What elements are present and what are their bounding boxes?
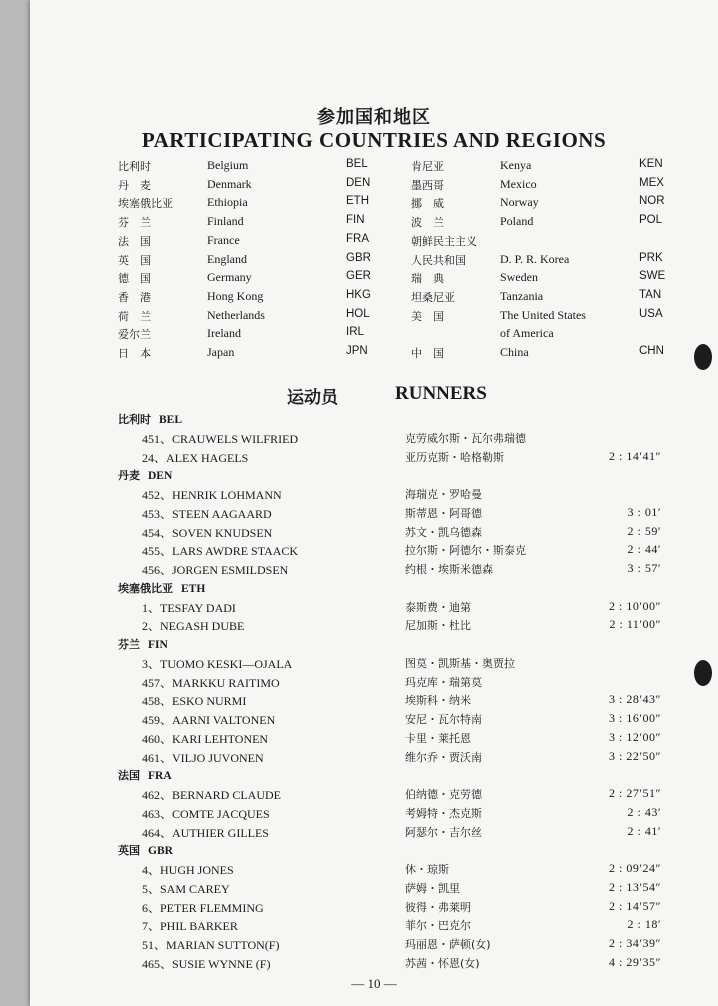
- runner-time: 2 : 13′54″: [609, 879, 661, 894]
- runner-name-chinese: 泰斯费・迪第: [405, 600, 471, 614]
- country-right-en: The United States: [500, 307, 586, 322]
- runner-name-chinese: 安尼・瓦尔特南: [405, 713, 482, 726]
- runner-row: [30, 805, 718, 823]
- country-left-en: Hong Kong: [207, 288, 264, 303]
- runner-name-chinese: 萨姆・凯里: [405, 881, 460, 895]
- runner-row: [30, 936, 718, 954]
- country-left-en: Ireland: [207, 326, 241, 341]
- country-row: [30, 289, 718, 307]
- runner-row: [30, 917, 718, 935]
- country-group-header: [118, 467, 172, 483]
- country-right-en: Tanzania: [500, 288, 544, 303]
- runner-name-chinese: 阿瑟尔・吉尔丝: [405, 825, 482, 839]
- country-right-en: China: [500, 345, 529, 359]
- country-row: [30, 252, 718, 270]
- country-left-code: FIN: [346, 214, 365, 227]
- country-left-code: HKG: [346, 288, 371, 301]
- country-left-en: Germany: [207, 270, 252, 285]
- runner-row: [30, 505, 718, 523]
- runner-time: 2 : 11′00″: [609, 617, 661, 632]
- country-left-code: JPN: [346, 345, 368, 357]
- runner-name-chinese: 埃斯科・纳米: [405, 694, 471, 708]
- country-right-en: Mexico: [500, 176, 537, 191]
- country-right-zh: 中 国: [411, 347, 444, 360]
- country-left-code: FRA: [346, 232, 369, 245]
- runner-time: 2 : 34′39″: [609, 936, 661, 950]
- country-right-code: PRK: [639, 251, 663, 264]
- runner-name: 462、BERNARD CLAUDE: [142, 788, 282, 802]
- country-left-code: DEN: [346, 176, 371, 189]
- page-number: — 10 —: [351, 976, 397, 991]
- runner-row: [30, 561, 718, 579]
- runner-name: 5、SAM CAREY: [142, 881, 230, 896]
- country-left-zh: 丹 麦: [118, 178, 151, 192]
- country-left-code: HOL: [346, 307, 370, 320]
- runner-row: [30, 449, 718, 467]
- country-left-en: Netherlands: [207, 307, 265, 322]
- runner-name: 2、NEGASH DUBE: [142, 619, 245, 634]
- country-right-zh: 墨西哥: [411, 178, 444, 192]
- country-right-code: USA: [639, 307, 663, 320]
- country-row: [30, 270, 718, 288]
- runners-heading-chinese: 运动员: [287, 388, 338, 408]
- country-left-en: Japan: [207, 345, 235, 359]
- country-right-en: Kenya: [500, 158, 532, 172]
- country-left-zh: 英 国: [118, 253, 151, 267]
- runner-time: 3 : 16′00″: [609, 711, 661, 725]
- runner-row: [30, 674, 718, 692]
- country-row: [30, 195, 718, 213]
- country-right-code: POL: [639, 214, 663, 227]
- runners-heading-english: RUNNERS: [395, 383, 487, 404]
- runner-time: 2 : 44′: [627, 542, 661, 557]
- runner-time: 3 : 12′00″: [609, 729, 661, 744]
- country-left-en: Ethiopia: [207, 195, 248, 210]
- runner-name-chinese: 菲尔・巴克尔: [405, 919, 471, 933]
- page-title-chinese: 参加国和地区: [317, 107, 431, 128]
- country-right-en: of America: [500, 326, 554, 341]
- country-left-code: GER: [346, 270, 371, 283]
- group-name-chinese: 英国: [118, 844, 140, 858]
- runner-time: 2 : 43′: [627, 804, 661, 819]
- country-left-en: Finland: [207, 214, 244, 229]
- punch-hole: [694, 660, 712, 686]
- runner-name-chinese: 斯蒂恩・阿哥德: [405, 506, 482, 520]
- group-code: DEN: [148, 470, 173, 483]
- country-left-code: IRL: [346, 326, 364, 339]
- country-right-code: KEN: [639, 158, 663, 170]
- country-right-code: CHN: [639, 345, 664, 357]
- runner-name: 456、JORGEN ESMILDSEN: [142, 563, 289, 577]
- country-right-zh: 瑞 典: [411, 272, 444, 286]
- runner-row: [30, 899, 718, 917]
- runner-name: 6、PETER FLEMMING: [142, 900, 264, 915]
- runner-row: [30, 692, 718, 710]
- runner-name-chinese: 考姆特・杰克斯: [405, 806, 482, 820]
- runner-name-chinese: 休・琼斯: [405, 863, 449, 876]
- runner-time: 2 : 41′: [627, 823, 661, 838]
- runner-name-chinese: 伯纳德・克劳德: [405, 788, 482, 801]
- country-right-zh: 波 兰: [411, 216, 444, 230]
- country-left-zh: 爱尔兰: [118, 328, 151, 342]
- runner-name: 458、ESKO NURMI: [142, 694, 247, 709]
- country-group-header: [118, 842, 173, 858]
- punch-hole: [694, 344, 712, 370]
- runner-name-chinese: 苏文・凯乌德森: [405, 525, 482, 539]
- group-name-chinese: 比利时: [118, 413, 151, 426]
- runner-name-chinese: 玛丽恩・萨顿(女): [405, 938, 491, 951]
- page-title-english: PARTICIPATING COUNTRIES AND REGIONS: [141, 128, 607, 152]
- group-name-chinese: 芬兰: [118, 638, 140, 651]
- document-page: [30, 0, 718, 1006]
- country-left-en: England: [207, 251, 247, 266]
- country-right-code: MEX: [639, 176, 664, 189]
- country-left-zh: 芬 兰: [118, 216, 151, 230]
- runner-row: [30, 430, 718, 448]
- runner-time: 2 : 10′00″: [609, 598, 661, 613]
- group-code: GBR: [148, 845, 173, 858]
- runner-name: 464、AUTHIER GILLES: [142, 825, 269, 840]
- runner-name: 51、MARIAN SUTTON(F): [142, 938, 280, 952]
- country-left-zh: 香 港: [118, 290, 151, 304]
- country-group-header: [118, 636, 168, 652]
- runner-time: 2 : 27′51″: [609, 786, 661, 800]
- runner-name: 455、LARS AWDRE STAACK: [142, 544, 299, 559]
- runner-time: 3 : 57′: [627, 561, 661, 575]
- runner-name-chinese: 玛克库・瑞第莫: [405, 675, 482, 689]
- country-row: [30, 308, 718, 326]
- runner-name: 452、HENRIK LOHMANN: [142, 488, 282, 502]
- runner-name-chinese: 图莫・凯斯基・奥贾拉: [405, 656, 515, 670]
- runner-row: [30, 599, 718, 617]
- runner-time: 3 : 01′: [627, 504, 661, 519]
- runner-row: [30, 711, 718, 729]
- country-right-en: D. P. R. Korea: [500, 251, 570, 266]
- country-left-zh: 日 本: [118, 347, 151, 360]
- runner-name: 457、MARKKU RAITIMO: [142, 675, 280, 690]
- runner-row: [30, 655, 718, 673]
- runner-name: 460、KARI LEHTONEN: [142, 731, 269, 746]
- runner-name-chinese: 拉尔斯・阿德尔・斯泰克: [405, 544, 526, 558]
- runner-time: 2 : 14′41″: [609, 448, 661, 463]
- country-row: [30, 326, 718, 344]
- runner-time: 2 : 18′: [627, 917, 661, 932]
- country-left-zh: 德 国: [118, 272, 151, 286]
- runner-name: 465、SUSIE WYNNE (F): [142, 956, 271, 971]
- country-right-en: Norway: [500, 195, 539, 210]
- runner-name: 459、AARNI VALTONEN: [142, 713, 276, 727]
- runner-row: [30, 880, 718, 898]
- runner-time: 3 : 22′50″: [609, 748, 661, 763]
- group-name-chinese: 法国: [118, 769, 140, 783]
- runner-name-chinese: 约根・埃斯米德森: [405, 563, 493, 576]
- group-name-chinese: 丹麦: [118, 469, 140, 483]
- runner-name: 3、TUOMO KESKI—OJALA: [142, 656, 293, 671]
- country-left-en: Belgium: [207, 158, 249, 172]
- runner-name: 7、PHIL BARKER: [142, 919, 238, 934]
- group-code: FIN: [148, 639, 168, 651]
- country-right-zh: 坦桑尼亚: [411, 290, 455, 304]
- runner-row: [30, 730, 718, 748]
- country-group-header: [118, 580, 205, 596]
- country-right-zh: 人民共和国: [411, 253, 466, 267]
- country-left-en: France: [207, 232, 240, 247]
- country-right-zh: 肯尼亚: [411, 160, 444, 173]
- runner-row: [30, 486, 718, 504]
- runner-name: 461、VILJO JUVONEN: [142, 750, 264, 765]
- group-name-chinese: 埃塞俄比亚: [118, 581, 173, 595]
- country-left-zh: 埃塞俄比亚: [118, 197, 173, 211]
- country-right-code: NOR: [639, 195, 665, 208]
- country-right-code: TAN: [639, 288, 662, 301]
- country-left-zh: 荷 兰: [118, 309, 151, 323]
- group-code: ETH: [181, 582, 206, 595]
- country-row: [30, 177, 718, 195]
- runner-row: [30, 524, 718, 542]
- country-left-zh: 比利时: [118, 160, 151, 173]
- runner-name: 453、STEEN AAGAARD: [142, 506, 272, 521]
- runner-name-chinese: 克劳威尔斯・瓦尔弗瑞德: [405, 431, 526, 445]
- runner-name-chinese: 卡里・莱托恩: [405, 731, 471, 745]
- country-left-zh: 法 国: [118, 234, 151, 248]
- runner-name: 4、HUGH JONES: [142, 863, 234, 877]
- country-right-en: Poland: [500, 214, 534, 229]
- runner-time: 4 : 29′35″: [609, 954, 661, 969]
- runner-name-chinese: 苏茜・怀恩(女): [405, 956, 480, 970]
- runner-row: [30, 786, 718, 804]
- country-right-en: Sweden: [500, 270, 538, 285]
- country-left-code: GBR: [346, 251, 371, 264]
- country-group-header: [118, 767, 172, 783]
- country-right-zh: 朝鲜民主主义: [411, 234, 477, 248]
- runner-row: [30, 955, 718, 973]
- group-code: BEL: [159, 414, 183, 426]
- runner-name: 1、TESFAY DADI: [142, 600, 236, 615]
- runner-time: 2 : 14′57″: [609, 898, 661, 913]
- country-right-zh: 挪 威: [411, 197, 444, 211]
- runner-name-chinese: 尼加斯・杜比: [405, 619, 471, 633]
- runner-row: [30, 542, 718, 560]
- country-group-header: [118, 411, 182, 427]
- runner-name-chinese: 彼得・弗莱明: [405, 900, 471, 914]
- runner-name: 463、COMTE JACQUES: [142, 806, 270, 821]
- country-row: [30, 214, 718, 232]
- runner-time: 2 : 09′24″: [609, 861, 661, 875]
- runner-time: 2 : 59′: [627, 523, 661, 538]
- runner-time: 3 : 28′43″: [609, 692, 661, 707]
- runner-name-chinese: 维尔乔・贾沃南: [405, 750, 482, 764]
- country-left-code: ETH: [346, 195, 369, 208]
- runner-row: [30, 824, 718, 842]
- runner-name: 454、SOVEN KNUDSEN: [142, 525, 273, 540]
- runner-row: [30, 861, 718, 879]
- country-right-zh: 美 国: [411, 309, 444, 323]
- country-row: [30, 345, 718, 363]
- runner-name-chinese: 亚历克斯・哈格勒斯: [405, 450, 504, 464]
- country-row: [30, 158, 718, 176]
- country-left-code: BEL: [346, 158, 368, 170]
- runner-name-chinese: 海瑞克・罗哈曼: [405, 488, 482, 501]
- country-right-code: SWE: [639, 270, 666, 283]
- country-row: [30, 233, 718, 251]
- country-left-en: Denmark: [207, 176, 252, 191]
- group-code: FRA: [148, 770, 172, 783]
- runner-name: 24、ALEX HAGELS: [142, 450, 249, 465]
- runner-row: [30, 617, 718, 635]
- runner-row: [30, 749, 718, 767]
- runner-name: 451、CRAUWELS WILFRIED: [142, 431, 299, 446]
